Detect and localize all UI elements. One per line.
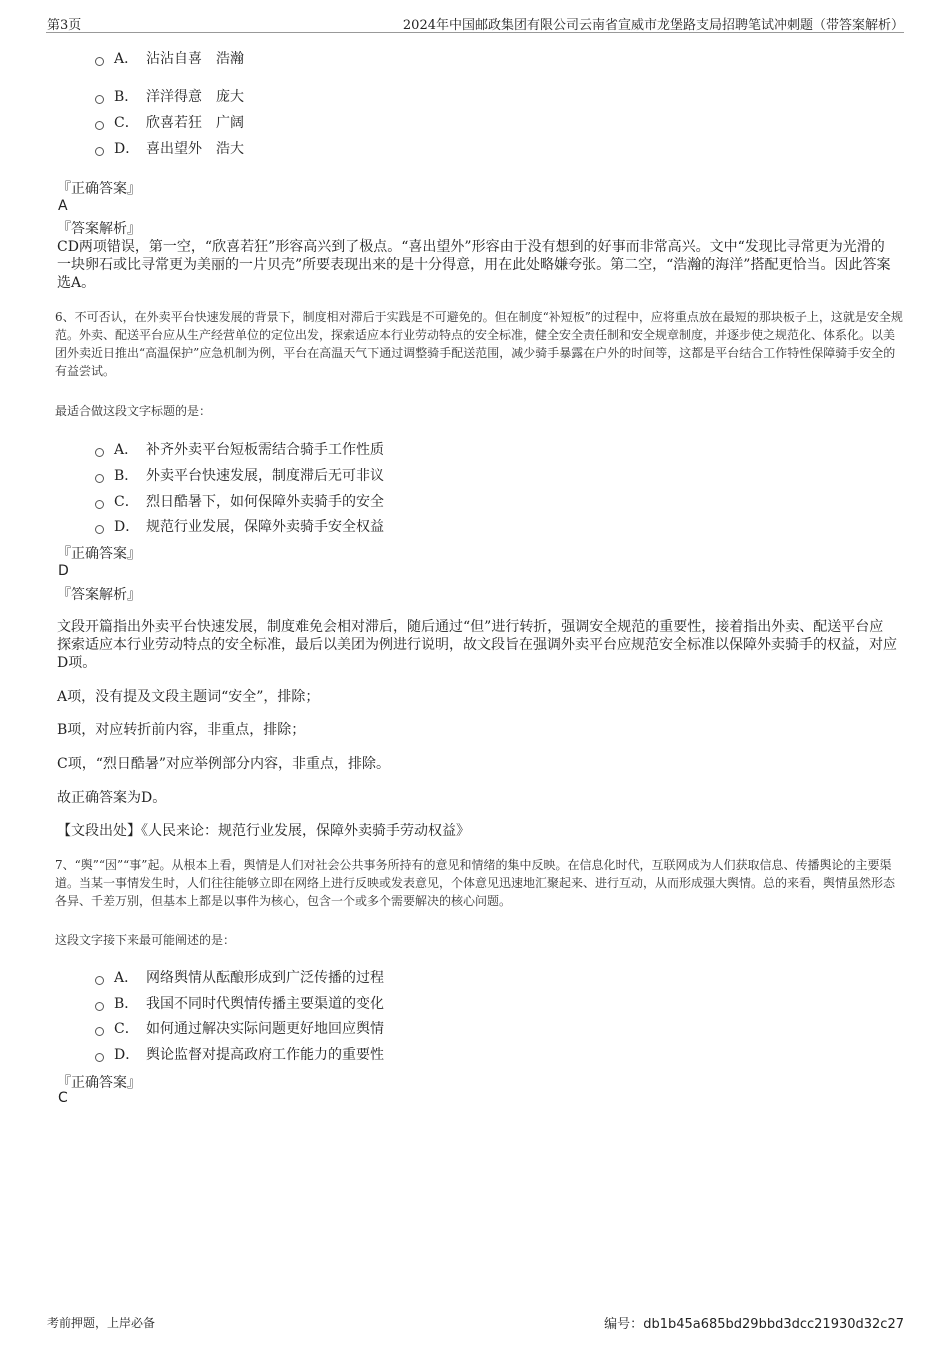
document-title: 2024年中国邮政集团有限公司云南省宣威市龙堡路支局招聘笔试冲刺题（带答案解析）	[402, 18, 904, 33]
q7-answer: C	[58, 1090, 68, 1106]
radio-icon[interactable]	[95, 448, 104, 457]
q5-answer: A	[58, 198, 68, 214]
radio-icon[interactable]	[95, 525, 104, 534]
q6-option-a[interactable]: A． 补齐外卖平台短板需结合骑手工作性质	[95, 439, 384, 459]
q6-answer-label: 『正确答案』	[57, 546, 141, 562]
q7-answer-label: 『正确答案』	[57, 1075, 141, 1091]
footer-code: 编号：db1b45a685bd29bbd3dcc21930d32c27	[604, 1317, 904, 1332]
radio-icon[interactable]	[95, 57, 104, 66]
q6-note-c: C项，“烈日酷暑”对应举例部分内容，非重点，排除。	[57, 756, 391, 772]
radio-icon[interactable]	[95, 95, 104, 104]
radio-icon[interactable]	[95, 1053, 104, 1062]
q7-option-b[interactable]: B． 我国不同时代舆情传播主要渠道的变化	[95, 993, 384, 1013]
q6-answer: D	[58, 563, 69, 579]
q6-conclusion: 故正确答案为D。	[57, 790, 167, 806]
radio-icon[interactable]	[95, 474, 104, 483]
q6-option-d[interactable]: D． 规范行业发展，保障外卖骑手安全权益	[95, 516, 384, 536]
radio-icon[interactable]	[95, 500, 104, 509]
q5-option-a[interactable]: A． 沾沾自喜 浩瀚	[95, 48, 244, 68]
q7-option-c[interactable]: C． 如何通过解决实际问题更好地回应舆情	[95, 1018, 384, 1038]
q7-option-a[interactable]: A． 网络舆情从酝酿形成到广泛传播的过程	[95, 967, 384, 987]
q7-option-d[interactable]: D． 舆论监督对提高政府工作能力的重要性	[95, 1044, 384, 1064]
radio-icon[interactable]	[95, 147, 104, 156]
footer-slogan: 考前押题，上岸必备	[47, 1316, 156, 1330]
q6-option-b[interactable]: B． 外卖平台快速发展，制度滞后无可非议	[95, 465, 384, 485]
q7-passage: 7、“舆”“因”“事”起。从根本上看，舆情是人们对社会公共事务所持有的意见和情绪的集中反映。在信息化时代，互联网成为人们获取信息、传播舆论的主要渠道。当某一事情发生时，人们往往能够立即在网络上进行反映或发表意见，个体意见迅速地汇聚起来、进行互动，从而形成强大舆情。总的来看，舆情虽然形态各异、千差万别，但基本上都是以事件为核心，包含一个或多个需要解决的核心问题。	[55, 858, 896, 908]
q6-note-a: A项，没有提及文段主题词“安全”，排除；	[57, 689, 320, 705]
q6-option-c[interactable]: C． 烈日酷暑下，如何保障外卖骑手的安全	[95, 491, 384, 511]
q7-prompt: 这段文字接下来最可能阐述的是：	[55, 933, 236, 947]
radio-icon[interactable]	[95, 1002, 104, 1011]
q6-source: 【文段出处】《人民来论：规范行业发展，保障外卖骑手劳动权益》	[57, 823, 470, 839]
radio-icon[interactable]	[95, 121, 104, 130]
q5-answer-label: 『正确答案』	[57, 181, 141, 197]
q6-passage: 6、不可否认，在外卖平台快速发展的背景下，制度相对滞后于实践是不可避免的。但在制度“补短板”的过程中，应将重点放在最短的那块板子上，这就是安全规范。外卖、配送平台应从生产经营单位的定位出发，探索适应本行业劳动特点的安全标准，健全安全责任制和安全规章制度，并逐步使之规范化、体系化。以美团外卖近日推出“高温保护”应急机制为例，平台在高温天气下通过调整骑手配送范围，减少骑手暴露在户外的时间等，这都是平台结合工作特性保障骑手安全的有益尝试。	[55, 310, 903, 378]
radio-icon[interactable]	[95, 976, 104, 985]
q5-analysis: CD两项错误，第一空，“欣喜若狂”形容高兴到了极点。“喜出望外”形容由于没有想到的好事而非常高兴。文中“发现比寻常更为光滑的一块卵石或比寻常更为美丽的一片贝壳”所要表现出来的是十分得意，用在此处略嫌夸张。第二空，“浩瀚的海洋”搭配更恰当。因此答案选A。	[57, 239, 891, 291]
q6-analysis: 文段开篇指出外卖平台快速发展，制度难免会相对滞后，随后通过“但”进行转折，强调安全规范的重要性，接着指出外卖、配送平台应探索适应本行业劳动特点的安全标准，最后以美团为例进行说明，故文段旨在强调外卖平台应规范安全标准以保障外卖骑手的权益，对应D项。	[57, 619, 897, 671]
q5-analysis-label: 『答案解析』	[57, 221, 141, 237]
q6-prompt: 最适合做这段文字标题的是：	[55, 404, 212, 418]
header-divider	[46, 32, 904, 33]
q5-option-c[interactable]: C． 欣喜若狂 广阔	[95, 112, 244, 132]
q5-option-d[interactable]: D． 喜出望外 浩大	[95, 138, 244, 158]
q6-note-b: B项，对应转折前内容，非重点，排除；	[57, 722, 306, 738]
page-number: 第3页	[47, 18, 82, 33]
radio-icon[interactable]	[95, 1027, 104, 1036]
q5-option-b[interactable]: B． 洋洋得意 庞大	[95, 86, 244, 106]
q6-analysis-label: 『答案解析』	[57, 587, 141, 603]
